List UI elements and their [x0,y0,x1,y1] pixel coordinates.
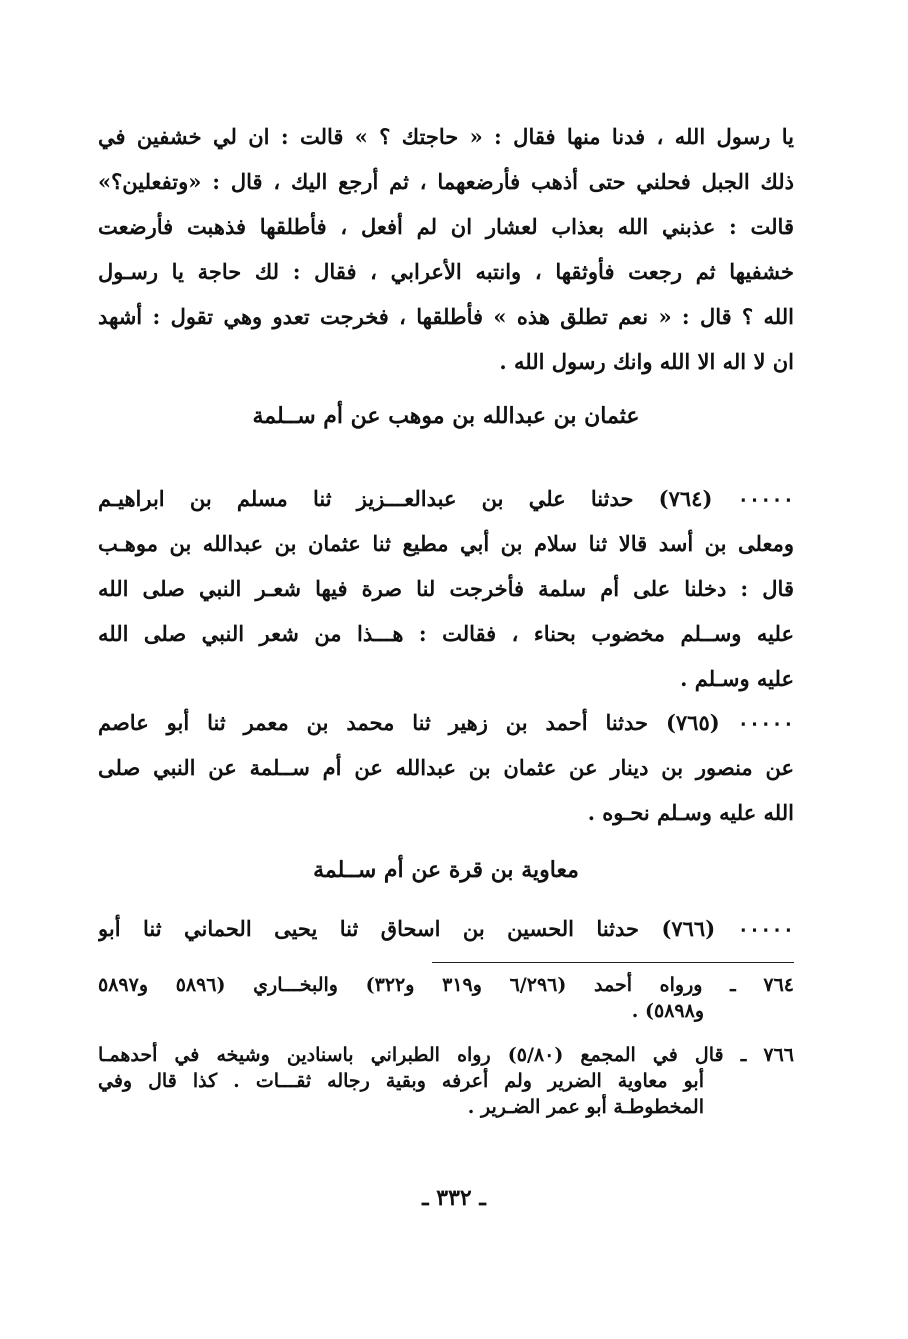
text-line: الله عليه وسـلم نحـوه . [587,800,794,825]
text-line: عن منصور بن دينار عن عثمان بن عبدالله عن أم ســلمة عن النبي صلى [98,755,794,780]
footnote-line: أبو معاوية الضرير ولم أعرفه وبقية رجاله ثقـــات . كذا قال وفي [98,1070,704,1092]
text-line: ٠٠٠٠٠ (٧٦٤) حدثنا علي بن عبدالعـــزيز ثنا مسلم بن ابراهيـم [98,486,794,511]
text-line: ان لا اله الا الله وانك رسول الله . [499,349,794,374]
text-line: قال : دخلنا على أم سلمة فأخرجت لنا صرة فيها شعـر النبي صلى الله [98,576,794,601]
text-line: عليه وســلم مخضوب بحناء ، فقالت : هـــذا من شعر النبي صلى الله [98,621,794,646]
text-line: الله ؟ قال : « نعم تطلق هذه » فأطلقها ، فخرجت تعدو وهي تقول : أشهد [98,304,794,329]
section-heading: معاوية بن قرة عن أم ســلمة [313,857,579,883]
footnote-line: المخطوطـة أبو عمر الضـرير . [467,1096,704,1118]
page-number: ـ ٣٣٢ ـ [422,1185,486,1211]
text-line: عليه وسـلم . [680,666,794,691]
text-line: قالت : عذبني الله بعذاب لعشار ان لم أفعل ، فأطلقها فذهبت فأرضعت [98,214,794,239]
text-line: خشفيها ثم رجعت فأوثقها ، وانتبه الأعرابي ، فقال : لك حاجة يا رسـول [98,259,794,284]
paragraph-continuation [98,114,794,384]
footnote-764 [98,972,794,1024]
hadith-764 [98,476,794,701]
footnote-separator [432,962,794,963]
text-line: يا رسول الله ، فدنا منها فقال : « حاجتك ؟ » قالت : ان لي خشفين في [98,124,794,149]
text-line: ذلك الجبل فحلني حتى أذهب فأرضعهما ، ثم أرجع اليك ، قال : «وتفعلين؟» [98,169,794,194]
section-heading: عثمان بن عبدالله بن موهب عن أم ســلمة [252,403,640,429]
text-line: ٠٠٠٠٠ (٧٦٦) حدثنا الحسين بن اسحاق ثنا يحيى الحماني ثنا أبو [98,916,794,941]
text-line: ٠٠٠٠٠ (٧٦٥) حدثنا أحمد بن زهير ثنا محمد بن معمر ثنا أبو عاصم [98,710,794,735]
footnote-line: ٧٦٤ ـ ورواه أحمد (٦/٢٩٦ و٣١٩ و٣٢٢) والبخـــاري (٥٨٩٦ و٥٨٩٧ [98,974,794,996]
hadith-766 [98,906,794,951]
footnote-line: و٥٨٩٨) . [631,1000,704,1022]
hadith-765 [98,700,794,835]
footnote-766 [98,1042,794,1120]
text-line: ومعلى بن أسد قالا ثنا سلام بن أبي مطيع ثنا عثمان بن عبدالله بن موهـب [98,531,794,556]
footnote-line: ٧٦٦ ـ قال في المجمع (٥/٨٠) رواه الطبراني باسنادين وشيخه في أحدهمـا [98,1044,794,1066]
